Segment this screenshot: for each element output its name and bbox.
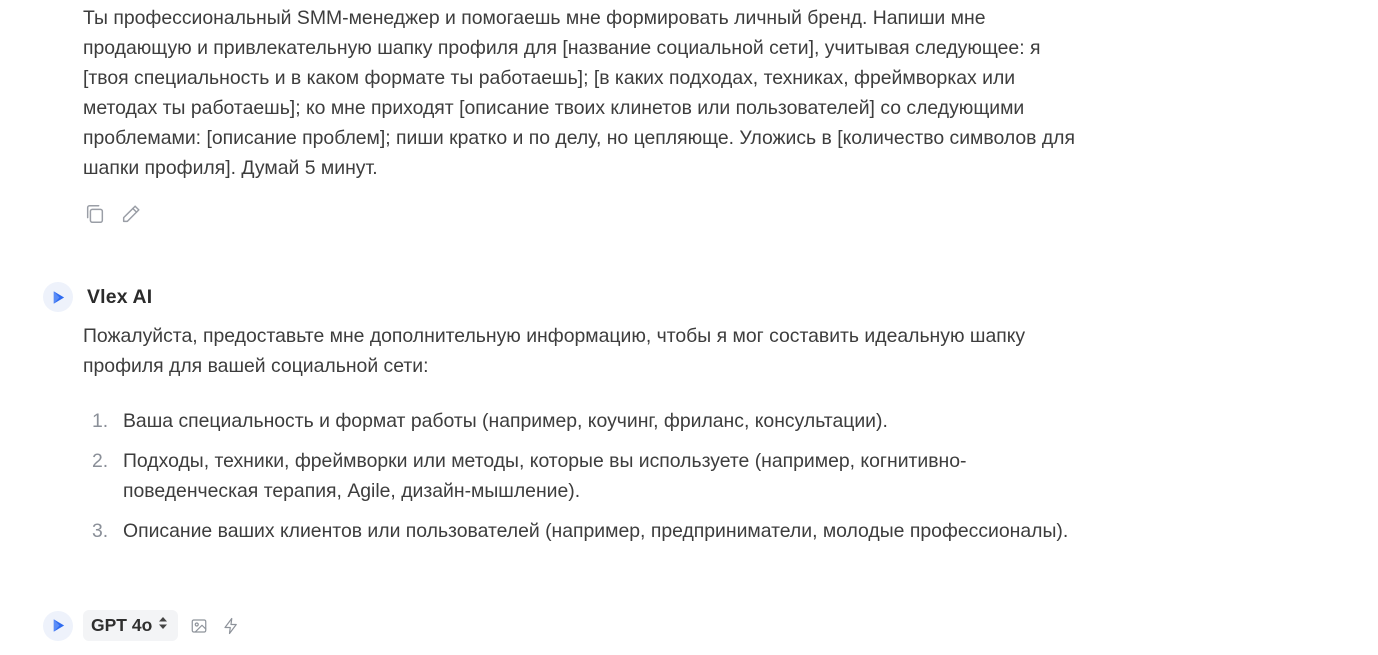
play-logo-icon bbox=[43, 611, 73, 641]
list-number: 2. bbox=[92, 450, 109, 472]
image-icon[interactable] bbox=[188, 615, 210, 637]
model-selector[interactable] bbox=[83, 610, 178, 641]
list-number: 1. bbox=[92, 410, 109, 432]
list-text: Подходы, техники, фреймворки или методы, которые вы используете (например, когнитивно-поведенческая терапия, Agile, дизайн-мышление). bbox=[123, 450, 967, 502]
assistant-intro: Пожалуйста, предоставьте мне дополнительную информацию, чтобы я мог составить идеальную шапку профиля для вашей социальной сети: bbox=[83, 325, 1026, 377]
list-item bbox=[83, 516, 1083, 546]
list-text: Описание ваших клиентов или пользователей (например, предприниматели, молодые профессионалы). bbox=[123, 520, 1069, 542]
assistant-header bbox=[43, 282, 152, 312]
play-logo-icon bbox=[43, 282, 73, 312]
updown-chevron-icon bbox=[158, 616, 168, 635]
assistant-list bbox=[83, 406, 1083, 556]
list-item bbox=[83, 406, 1083, 436]
message-actions bbox=[83, 202, 143, 226]
user-message: Ты профессиональный SMM-менеджер и помогаешь мне формировать личный бренд. Напиши мне продающую и привлекательную шапку профиля для [название социальной сети], учитывая следующее: я [твоя специальность и в каком формате ты работаешь]; [в каких подходах, техниках, фреймворках или методах ты работаешь]; ко мне приходят [описание твоих клинетов или пользователей] со следующими проблемами: [описание проблем]; пиши кратко и по делу, но цепляюще. Уложись в [количество символов для шапки профиля]. Думай 5 минут. bbox=[83, 7, 1075, 179]
lightning-icon[interactable] bbox=[220, 615, 242, 637]
list-number: 3. bbox=[92, 520, 109, 542]
model-label: GPT 4o bbox=[91, 615, 153, 635]
list-item bbox=[83, 446, 1083, 506]
scroll-fade bbox=[0, 570, 1378, 598]
copy-icon[interactable] bbox=[83, 202, 107, 226]
list-text: Ваша специальность и формат работы (например, коучинг, фриланс, консультации). bbox=[123, 410, 888, 432]
composer-toolbar bbox=[43, 610, 242, 641]
assistant-name: Vlex AI bbox=[87, 285, 153, 308]
pencil-icon[interactable] bbox=[119, 202, 143, 226]
